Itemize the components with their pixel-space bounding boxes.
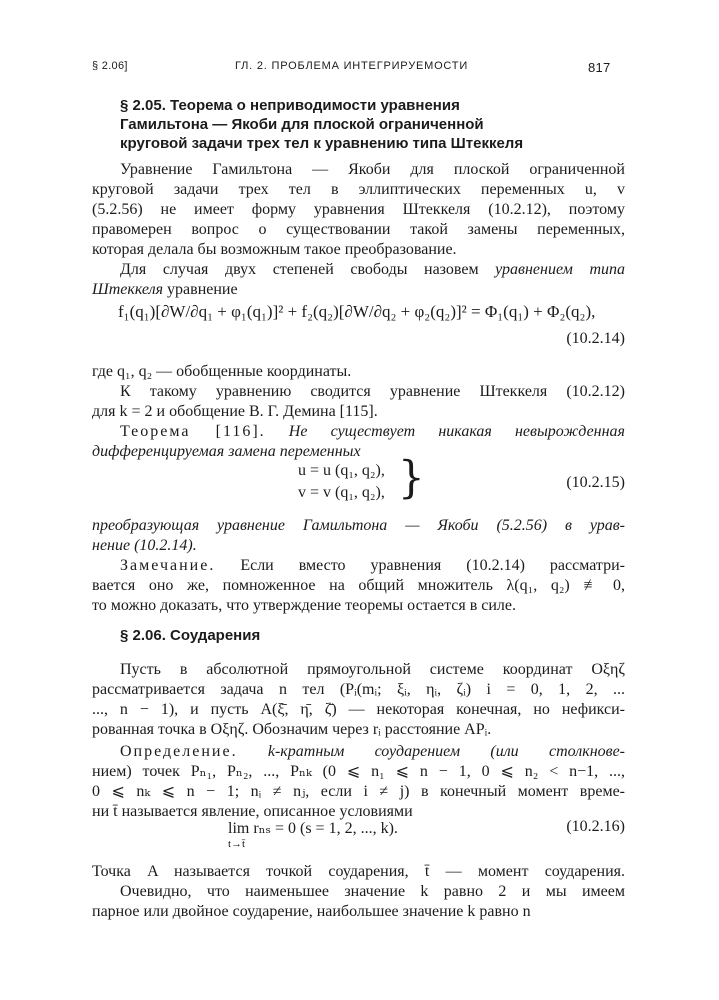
paragraph-line: Очевидно, что наименьшее значение k равно 2 и мы имеем — [120, 883, 625, 900]
equation-10-2-15-line: u = u (q₁, q₂), — [298, 462, 385, 479]
limit-subscript: t→t̄ — [228, 838, 246, 850]
paragraph-line: рованная точка в Oξηζ. Обозначим через rᵢ расстояние APᵢ. — [92, 721, 492, 738]
definition-label: Определение. — [120, 743, 238, 760]
text: Для случая двух степеней свободы назовем — [120, 261, 479, 278]
paragraph-line: для k = 2 и обобщение В. Г. Демина [115]. — [92, 403, 378, 420]
definition-line — [120, 742, 625, 762]
theorem-text: Не существует никакая невырожденная — [288, 423, 625, 440]
equation-10-2-15-line: v = v (q₁, q₂), — [298, 484, 385, 501]
paragraph-line: Точка A называется точкой соударения, t̄ — момент соударения. — [92, 863, 625, 880]
remark-label: Замечание. — [120, 557, 216, 574]
page-number: 817 — [588, 60, 611, 75]
term-italic: Штеккеля — [92, 281, 164, 298]
remark-line — [120, 556, 625, 576]
paragraph-line: которая делала бы возможным такое преобразование. — [92, 241, 457, 258]
theorem-line — [120, 422, 625, 442]
section-title-2-05 — [120, 96, 640, 153]
theorem-label: Теорема [116]. — [120, 423, 266, 440]
definition-term: k-кратным соударением (или столкнове- — [267, 743, 625, 760]
equation-10-2-14: f₁(q₁)[∂W/∂q₁ + φ₁(q₁)]² + f₂(q₂)[∂W/∂q₂ + φ₂(q₂)]² = Φ₁(q₁) + Φ₂(q₂), — [118, 302, 596, 321]
paragraph-line: Пусть в абсолютной прямоугольной системе координат Oξηζ — [120, 661, 625, 678]
remark-line: вается оно же, помноженное на общий множитель λ(q₁, q₂) ≢ 0, — [92, 577, 625, 594]
section-title-line: Гамильтона — Якоби для плоской ограниченной — [120, 116, 484, 133]
term-italic: уравнением типа — [495, 261, 625, 278]
section-title-line: § 2.05. Теорема о неприводимости уравнения — [120, 97, 460, 114]
paragraph-line: правомерен вопрос о существовании такой замены переменных, — [92, 221, 625, 238]
paragraph-line — [120, 260, 625, 280]
paragraph-line — [92, 280, 625, 300]
paragraph-line: где q₁, q₂ — обобщенные координаты. — [92, 363, 352, 380]
remark-line: то можно доказать, что утверждение теоремы остается в силе. — [92, 597, 517, 614]
brace-symbol: } — [398, 451, 425, 504]
definition-line: ни t̄ называется явление, описанное условиями — [92, 803, 413, 820]
theorem-line: преобразующая уравнение Гамильтона — Якоби (5.2.56) в урав- — [92, 517, 625, 534]
section-title-line: круговой задачи трех тел к уравнению типа Штеккеля — [120, 135, 524, 152]
equation-number: (10.2.15) — [566, 474, 625, 491]
theorem-line: нение (10.2.14). — [92, 537, 197, 554]
text: уравнение — [167, 281, 238, 298]
paragraph-line: парное или двойное соударение, наибольшее значение k равно n — [92, 903, 531, 920]
running-head-chapter: ГЛ. 2. ПРОБЛЕМА ИНТЕГРИРУЕМОСТИ — [235, 60, 469, 72]
definition-line: нием) точек Pₙ₁, Pₙ₂, ..., Pₙₖ (0 ⩽ n₁ ⩽ n − 1, 0 ⩽ n₂ < n−1, ..., — [92, 763, 625, 780]
equation-number: (10.2.16) — [566, 818, 625, 835]
paragraph-line: Уравнение Гамильтона — Якоби для плоской ограниченной — [120, 161, 625, 178]
paragraph-line: рассматривается задача n тел (Pᵢ(mᵢ; ξᵢ, ηᵢ, ζᵢ) i = 0, 1, 2, ... — [92, 681, 626, 698]
section-title-2-06: § 2.06. Соударения — [120, 627, 261, 644]
paragraph-line: круговой задачи трех тел в эллиптических переменных u, v — [92, 181, 625, 198]
equation-10-2-16: lim rₙₛ = 0 (s = 1, 2, ..., k). — [228, 820, 398, 837]
text: Если вместо уравнения (10.2.14) рассматри- — [240, 557, 625, 574]
equation-number: (10.2.14) — [566, 330, 625, 347]
theorem-line: дифференцируемая замена переменных — [92, 443, 361, 460]
paragraph-line: (5.2.56) не имеет форму уравнения Штеккеля (10.2.12), поэтому — [92, 201, 625, 218]
paragraph-line: К такому уравнению сводится уравнение Штеккеля (10.2.12) — [120, 383, 625, 400]
running-head-section: § 2.06] — [92, 60, 128, 72]
definition-line: 0 ⩽ nₖ ⩽ n − 1; nᵢ ≠ nⱼ, если i ≠ j) в конечный момент време- — [92, 783, 625, 800]
paragraph-line: ..., n − 1), и пусть A(ξ̄, η̄, ζ̄) — некоторая конечная, но нефикси- — [92, 701, 625, 718]
